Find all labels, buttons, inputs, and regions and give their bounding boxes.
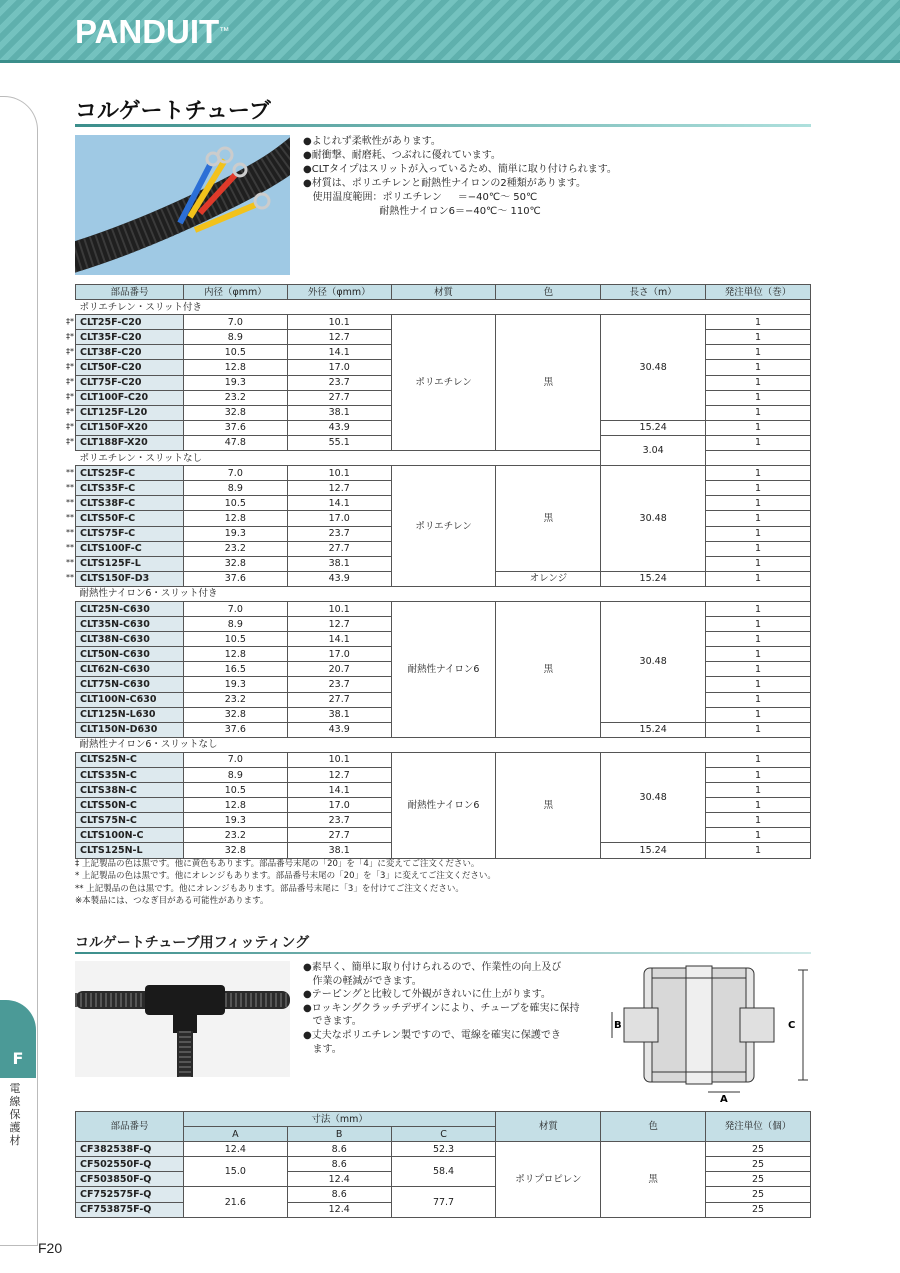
- order-unit: 1: [706, 315, 811, 330]
- outer-diameter: 14.1: [287, 345, 391, 360]
- group-label: 耐熱性ナイロン6・スリットなし: [76, 737, 811, 752]
- temperature-range: 耐熱性ナイロン6＝−40℃～ 110℃: [303, 206, 541, 217]
- section-rule: [75, 952, 811, 954]
- feature-item: ●よじれず柔軟性があります。: [303, 136, 441, 147]
- part-number: CLT75F-C20: [76, 375, 184, 390]
- feature-item: できます。: [303, 1016, 362, 1028]
- order-unit: 1: [706, 752, 811, 767]
- inner-diameter: 8.9: [183, 768, 287, 783]
- order-unit: 1: [706, 511, 811, 526]
- row-mark: ‡*: [66, 407, 74, 417]
- cell: 12.4: [287, 1172, 391, 1187]
- order-unit: 1: [706, 496, 811, 511]
- footnote: ※本製品には、つなぎ目がある可能性があります。: [75, 896, 269, 907]
- part-number: CLTS75N-C: [76, 813, 184, 828]
- part-number: CLTS38F-C: [76, 496, 184, 511]
- outer-diameter: 27.7: [287, 390, 391, 405]
- outer-diameter: 43.9: [287, 420, 391, 435]
- cell: 25: [706, 1157, 811, 1172]
- inner-diameter: 12.8: [183, 511, 287, 526]
- row-mark: **: [66, 482, 74, 492]
- outer-diameter: 23.7: [287, 375, 391, 390]
- row-mark: ‡*: [66, 361, 74, 371]
- group-header-row: [76, 737, 811, 752]
- col-header: 部品番号: [76, 285, 184, 300]
- outer-diameter: 38.1: [287, 707, 391, 722]
- material: ポリエチレン: [391, 315, 496, 451]
- inner-diameter: 8.9: [183, 481, 287, 496]
- feature-item: ●素早く、簡単に取り付けられるので、作業性の向上及び: [303, 962, 562, 973]
- outer-diameter: 10.1: [287, 466, 391, 481]
- group-label: 耐熱性ナイロン6・スリット付き: [76, 586, 811, 601]
- cell: 12.4: [287, 1202, 391, 1217]
- outer-diameter: 27.7: [287, 828, 391, 843]
- order-unit: 1: [706, 843, 811, 858]
- outer-diameter: 55.1: [287, 435, 391, 450]
- outer-diameter: 43.9: [287, 722, 391, 737]
- title-rule: [75, 124, 811, 127]
- part-number: CLT150N-D630: [76, 722, 184, 737]
- inner-diameter: 19.3: [183, 526, 287, 541]
- cell: 8.6: [287, 1142, 391, 1157]
- part-number: CLTS35F-C: [76, 481, 184, 496]
- feature-list: [303, 135, 617, 219]
- table-row: [76, 601, 811, 616]
- inner-diameter: 7.0: [183, 466, 287, 481]
- part-number: CLT125F-L20: [76, 405, 184, 420]
- inner-diameter: 7.0: [183, 601, 287, 616]
- part-number: CLTS75F-C: [76, 526, 184, 541]
- part-number: CLT50F-C20: [76, 360, 184, 375]
- part-number: CLT35N-C630: [76, 617, 184, 632]
- fitting-dimension-drawing: [608, 964, 810, 1104]
- part-number: CLTS25N-C: [76, 752, 184, 767]
- group-header-row: [76, 300, 811, 315]
- vertical-char: 電: [9, 1082, 21, 1095]
- cell: 52.3: [391, 1142, 496, 1157]
- row-mark: **: [66, 528, 74, 537]
- col-header: 材質: [391, 285, 496, 300]
- color: オレンジ: [496, 571, 601, 586]
- length: 15.24: [601, 420, 706, 435]
- panduit-logo: [75, 12, 229, 52]
- col-header: 色: [601, 1112, 706, 1142]
- order-unit: 1: [706, 481, 811, 496]
- cell: 58.4: [391, 1157, 496, 1187]
- outer-diameter: 12.7: [287, 617, 391, 632]
- outer-diameter: 10.1: [287, 315, 391, 330]
- section-vertical-label: [6, 1082, 24, 1147]
- inner-diameter: 32.8: [183, 707, 287, 722]
- outer-diameter: 14.1: [287, 496, 391, 511]
- part-number: CLT100N-C630: [76, 692, 184, 707]
- part-number: CLT150F-X20: [76, 420, 184, 435]
- cell: 15.0: [183, 1157, 287, 1187]
- order-unit: 1: [706, 420, 811, 435]
- inner-diameter: 23.2: [183, 390, 287, 405]
- order-unit: 1: [706, 662, 811, 677]
- outer-diameter: 27.7: [287, 541, 391, 556]
- header-rule: [0, 60, 900, 63]
- order-unit: 1: [706, 435, 811, 450]
- order-unit: 1: [706, 360, 811, 375]
- temperature-range: 使用温度範囲：ポリエチレン ＝−40℃～ 50℃: [303, 192, 538, 203]
- inner-diameter: 32.8: [183, 556, 287, 571]
- col-header: 発注単位（個）: [706, 1112, 811, 1142]
- feature-item: ●CLTタイプはスリットが入っているため、簡単に取り付けられます。: [303, 164, 617, 175]
- inner-diameter: 7.0: [183, 315, 287, 330]
- outer-diameter: 12.7: [287, 330, 391, 345]
- inner-diameter: 10.5: [183, 632, 287, 647]
- tube-spec-table: [75, 284, 811, 859]
- order-unit: 1: [706, 556, 811, 571]
- part-number: CLTS125F-L: [76, 556, 184, 571]
- inner-diameter: 23.2: [183, 541, 287, 556]
- inner-diameter: 16.5: [183, 662, 287, 677]
- dim-label-a: A: [720, 1094, 728, 1104]
- part-number: CLTS50F-C: [76, 511, 184, 526]
- feature-item: ●材質は、ポリエチレンと耐熱性ナイロンの2種類があります。: [303, 178, 586, 189]
- part-number: CLTS35N-C: [76, 768, 184, 783]
- length: 15.24: [601, 571, 706, 586]
- footnote: ‡ 上記製品の色は黒です。他に黄色もあります。部品番号末尾の「20」を「4」に変えてご注文ください。: [75, 859, 480, 869]
- inner-diameter: 19.3: [183, 813, 287, 828]
- order-unit: 1: [706, 677, 811, 692]
- fitting-spec-table: [75, 1111, 811, 1218]
- section-tab-label: F: [12, 1049, 24, 1068]
- feature-item: ●テーピングと比較して外観がきれいに仕上がります。: [303, 989, 551, 1001]
- order-unit: 1: [706, 828, 811, 843]
- cell: 77.7: [391, 1187, 496, 1217]
- feature-item: 作業の軽減ができます。: [303, 975, 422, 987]
- table-header-row: [76, 1112, 811, 1127]
- feature-item: ●丈夫なポリエチレン製ですので、電線を確実に保護でき: [303, 1029, 561, 1041]
- feature-item: ます。: [303, 1043, 342, 1055]
- part-number: CLT25F-C20: [76, 315, 184, 330]
- cell: 黒: [601, 1142, 706, 1217]
- order-unit: 1: [706, 466, 811, 481]
- part-number: CLT75N-C630: [76, 677, 184, 692]
- length: 15.24: [601, 722, 706, 737]
- color: 黒: [496, 752, 601, 858]
- part-number: CLT62N-C630: [76, 662, 184, 677]
- order-unit: 1: [706, 375, 811, 390]
- footnote: ** 上記製品の色は黒です。他にオレンジもあります。部品番号末尾に「3」を付けてご注文ください。: [75, 883, 464, 894]
- inner-diameter: 10.5: [183, 345, 287, 360]
- inner-diameter: 8.9: [183, 617, 287, 632]
- length: 30.48: [601, 601, 706, 722]
- footnotes: [75, 858, 496, 908]
- part-number: CLTS25F-C: [76, 466, 184, 481]
- logo-text: PANDUIT: [75, 13, 220, 50]
- table-row: [76, 315, 811, 330]
- inner-diameter: 37.6: [183, 420, 287, 435]
- part-number: CLT100F-C20: [76, 390, 184, 405]
- inner-diameter: 12.8: [183, 647, 287, 662]
- inner-diameter: 7.0: [183, 752, 287, 767]
- col-header: 色: [496, 285, 601, 300]
- length: 30.48: [601, 752, 706, 843]
- color: 黒: [496, 601, 601, 737]
- outer-diameter: 23.7: [287, 526, 391, 541]
- order-unit: 1: [706, 601, 811, 616]
- row-mark: ‡*: [66, 392, 74, 402]
- inner-diameter: 12.8: [183, 798, 287, 813]
- table-row: [76, 752, 811, 767]
- row-mark: **: [66, 497, 74, 507]
- col-header: 寸法（mm）: [183, 1112, 496, 1127]
- order-unit: 1: [706, 647, 811, 662]
- outer-diameter: 27.7: [287, 692, 391, 707]
- outer-diameter: 20.7: [287, 662, 391, 677]
- page-number: F20: [38, 1240, 63, 1256]
- col-header: A: [183, 1127, 287, 1142]
- part-number: CLT38F-C20: [76, 345, 184, 360]
- length: 30.48: [601, 315, 706, 421]
- material: 耐熱性ナイロン6: [391, 752, 496, 858]
- cell: 25: [706, 1172, 811, 1187]
- col-header: 内径（φmm）: [183, 285, 287, 300]
- row-mark: ‡*: [66, 346, 74, 356]
- inner-diameter: 47.8: [183, 435, 287, 450]
- part-number: CF382538F-Q: [76, 1142, 184, 1157]
- color: 黒: [496, 466, 601, 572]
- inner-diameter: 37.6: [183, 722, 287, 737]
- table-row: [76, 1142, 811, 1157]
- order-unit: 1: [706, 768, 811, 783]
- col-header: 外径（φmm）: [287, 285, 391, 300]
- part-number: CF753875F-Q: [76, 1202, 184, 1217]
- inner-diameter: 32.8: [183, 405, 287, 420]
- inner-diameter: 37.6: [183, 571, 287, 586]
- order-unit: 1: [706, 330, 811, 345]
- order-unit: 1: [706, 390, 811, 405]
- inner-diameter: 10.5: [183, 496, 287, 511]
- group-header-row: [76, 586, 811, 601]
- order-unit: 1: [706, 707, 811, 722]
- cell: 25: [706, 1142, 811, 1157]
- outer-diameter: 14.1: [287, 632, 391, 647]
- order-unit: 1: [706, 692, 811, 707]
- inner-diameter: 23.2: [183, 828, 287, 843]
- outer-diameter: 43.9: [287, 571, 391, 586]
- cell: 8.6: [287, 1187, 391, 1202]
- part-number: CLT188F-X20: [76, 435, 184, 450]
- order-unit: 1: [706, 617, 811, 632]
- vertical-char: 保: [9, 1108, 21, 1121]
- feature-item: ●耐衝撃、耐磨耗、つぶれに優れています。: [303, 150, 501, 161]
- part-number: CF752575F-Q: [76, 1187, 184, 1202]
- col-header: 材質: [496, 1112, 601, 1142]
- length: 3.04: [601, 435, 706, 465]
- vertical-char: 線: [9, 1095, 21, 1108]
- part-number: CLT25N-C630: [76, 601, 184, 616]
- inner-diameter: 19.3: [183, 677, 287, 692]
- footnote: * 上記製品の色は黒です。他にオレンジもあります。部品番号末尾の「20」を「3」に変えてご注文ください。: [75, 871, 496, 882]
- col-header: C: [391, 1127, 496, 1142]
- vertical-char: 護: [9, 1121, 21, 1134]
- row-mark: ‡*: [66, 422, 74, 432]
- outer-diameter: 17.0: [287, 511, 391, 526]
- material: ポリエチレン: [391, 466, 496, 587]
- material: 耐熱性ナイロン6: [391, 601, 496, 737]
- outer-diameter: 10.1: [287, 601, 391, 616]
- fitting-feature-list: [303, 961, 601, 1056]
- part-number: CLTS100F-C: [76, 541, 184, 556]
- cell: 8.6: [287, 1157, 391, 1172]
- table-row: [76, 466, 811, 481]
- inner-diameter: 32.8: [183, 843, 287, 858]
- part-number: CLTS125N-L: [76, 843, 184, 858]
- order-unit: 1: [706, 571, 811, 586]
- col-header: 発注単位（巻）: [706, 285, 811, 300]
- col-header: B: [287, 1127, 391, 1142]
- product-photo-fitting: [75, 961, 290, 1077]
- cell: ポリプロピレン: [496, 1142, 601, 1217]
- order-unit: 1: [706, 783, 811, 798]
- group-label: ポリエチレン・スリット付き: [76, 300, 811, 315]
- outer-diameter: 12.7: [287, 481, 391, 496]
- product-photo-tube: [75, 135, 290, 275]
- row-mark: ‡*: [66, 331, 74, 341]
- length: 30.48: [601, 466, 706, 572]
- group-label: ポリエチレン・スリットなし: [76, 451, 811, 466]
- dim-label-c: C: [788, 1020, 796, 1031]
- dim-label-b: B: [614, 1020, 622, 1031]
- inner-diameter: 19.3: [183, 375, 287, 390]
- part-number: CLTS150F-D3: [76, 571, 184, 586]
- section-title: コルゲートチューブ用フィッティング: [75, 935, 310, 951]
- order-unit: 1: [706, 798, 811, 813]
- row-mark: **: [66, 512, 74, 522]
- outer-diameter: 17.0: [287, 360, 391, 375]
- cell: 21.6: [183, 1187, 287, 1217]
- row-mark: ‡*: [66, 377, 74, 387]
- row-mark: **: [66, 573, 74, 583]
- inner-diameter: 10.5: [183, 783, 287, 798]
- outer-diameter: 17.0: [287, 647, 391, 662]
- vertical-char: 材: [9, 1134, 21, 1147]
- outer-diameter: 14.1: [287, 783, 391, 798]
- row-mark: **: [66, 467, 74, 477]
- col-header: 部品番号: [76, 1112, 184, 1142]
- row-mark: ‡*: [66, 316, 74, 326]
- cell: 25: [706, 1202, 811, 1217]
- order-unit: 1: [706, 345, 811, 360]
- cell: 12.4: [183, 1142, 287, 1157]
- order-unit: 1: [706, 813, 811, 828]
- order-unit: 1: [706, 722, 811, 737]
- row-mark: **: [66, 543, 74, 553]
- feature-item: ●ロッキングクラッチデザインにより、チューブを確実に保持: [303, 1002, 580, 1014]
- part-number: CLT50N-C630: [76, 647, 184, 662]
- order-unit: 1: [706, 632, 811, 647]
- outer-diameter: 12.7: [287, 768, 391, 783]
- part-number: CLTS100N-C: [76, 828, 184, 843]
- outer-diameter: 38.1: [287, 556, 391, 571]
- col-header: 長さ（m）: [601, 285, 706, 300]
- part-number: CLT125N-L630: [76, 707, 184, 722]
- outer-diameter: 38.1: [287, 843, 391, 858]
- part-number: CF502550F-Q: [76, 1157, 184, 1172]
- outer-diameter: 38.1: [287, 405, 391, 420]
- outer-diameter: 17.0: [287, 798, 391, 813]
- order-unit: 1: [706, 526, 811, 541]
- outer-diameter: 10.1: [287, 752, 391, 767]
- length: 15.24: [601, 843, 706, 858]
- trademark: ™: [219, 26, 230, 37]
- inner-diameter: 12.8: [183, 360, 287, 375]
- table-header-row: [76, 285, 811, 300]
- row-mark: ‡*: [66, 437, 74, 447]
- page-title: コルゲートチューブ: [75, 99, 271, 124]
- group-header-row: [76, 451, 811, 466]
- order-unit: 1: [706, 405, 811, 420]
- part-number: CLT38N-C630: [76, 632, 184, 647]
- part-number: CLTS38N-C: [76, 783, 184, 798]
- inner-diameter: 8.9: [183, 330, 287, 345]
- outer-diameter: 23.7: [287, 677, 391, 692]
- part-number: CLT35F-C20: [76, 330, 184, 345]
- inner-diameter: 23.2: [183, 692, 287, 707]
- part-number: CLTS50N-C: [76, 798, 184, 813]
- order-unit: 1: [706, 541, 811, 556]
- cell: 25: [706, 1187, 811, 1202]
- part-number: CF503850F-Q: [76, 1172, 184, 1187]
- row-mark: **: [66, 558, 74, 568]
- color: 黒: [496, 315, 601, 451]
- outer-diameter: 23.7: [287, 813, 391, 828]
